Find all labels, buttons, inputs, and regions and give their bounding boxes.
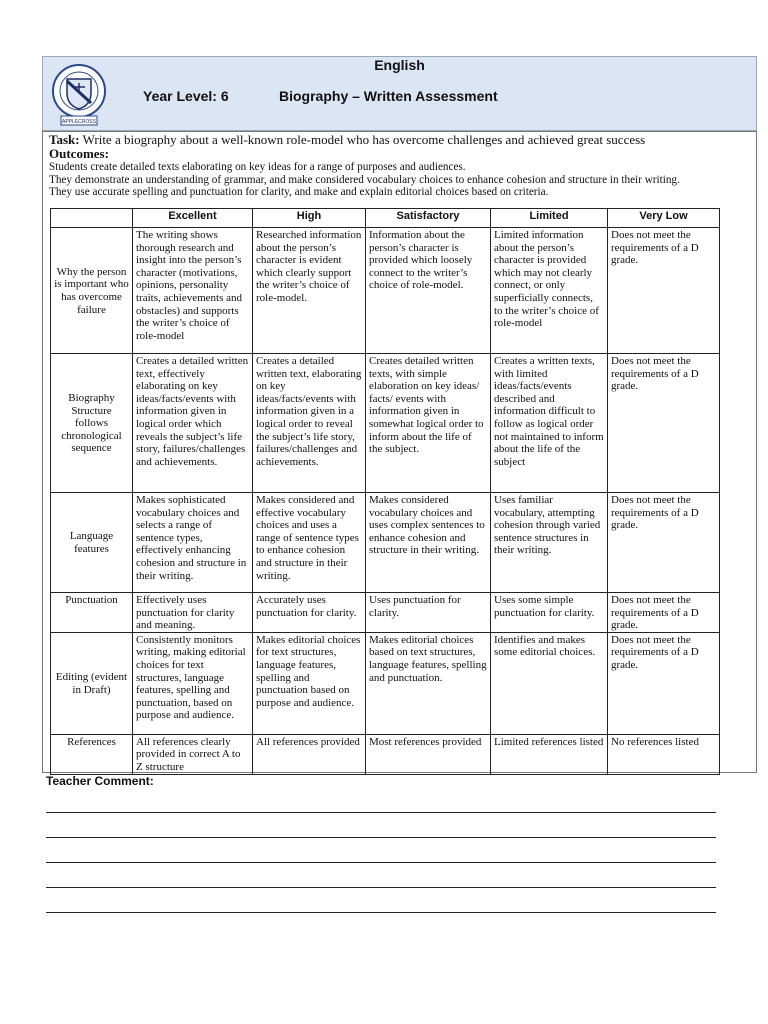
cell-excellent: All references clearly provided in correct A to Z structure [133,734,253,774]
cell-very-low: Does not meet the requirements of a D grade. [608,632,720,734]
cell-satisfactory: Makes considered vocabulary choices and uses complex sentences to enhance cohesion and structure in their writing. [366,493,491,593]
cell-limited: Uses some simple punctuation for clarity. [491,593,608,633]
cell-satisfactory: Makes editorial choices based on text structures, language features, spelling and punctuation. [366,632,491,734]
criterion-punctuation: Punctuation [51,593,133,633]
comment-line[interactable] [46,837,716,838]
criterion-structure: Biography Structure follows chronological sequence [51,354,133,493]
rubric-row [51,228,720,354]
rubric-row [51,493,720,593]
criterion-editing: Editing (evident in Draft) [51,632,133,734]
rubric-row [51,354,720,493]
header-very-low: Very Low [608,209,720,228]
comment-line[interactable] [46,912,716,913]
cell-high: Accurately uses punctuation for clarity. [253,593,366,633]
task-label: Task: [49,132,80,147]
crest-motto: APPLECROSS [62,119,96,125]
assessment-title: Biography – Written Assessment [279,88,498,104]
cell-high: All references provided [253,734,366,774]
comment-line[interactable] [46,862,716,863]
cell-high: Researched information about the person’s character is evident which clearly support the writer’s choice of role-model. [253,228,366,354]
cell-excellent: Creates a detailed written text, effectively elaborating on key ideas/facts/events with information given in logical order which reveals the subject’s life story, failures/challenges and achievements. [133,354,253,493]
cell-very-low: Does not meet the requirements of a D grade. [608,354,720,493]
cell-very-low: Does not meet the requirements of a D grade. [608,493,720,593]
rubric-header-row [51,209,720,228]
cell-limited: Uses familiar vocabulary, attempting cohesion through varied sentence structures in their writing. [491,493,608,593]
cell-high: Creates a detailed written text, elaborating on key ideas/facts/events with information given in a logical order to reveal the subject’s life story, failures/challenges and achievements. [253,354,366,493]
cell-high: Makes considered and effective vocabulary choices and uses a range of sentence types to enhance cohesion and structure in their writing. [253,493,366,593]
cell-high: Makes editorial choices for text structures, language features, spelling and punctuation based on purpose and audience. [253,632,366,734]
criterion-references: References [51,734,133,774]
cell-excellent: Effectively uses punctuation for clarity and meaning. [133,593,253,633]
cell-limited: Identifies and makes some editorial choices. [491,632,608,734]
cell-limited: Creates a written texts, with limited ideas/facts/events described and information difficult to follow as logical order not maintained to inform about the life of the subject [491,354,608,493]
task-text: Write a biography about a well-known role-model who has overcome challenges and achieved great success [79,132,646,147]
cell-satisfactory: Uses punctuation for clarity. [366,593,491,633]
outcome-line: They use accurate spelling and punctuation for clarity, and make and explain editorial choices based on criteria. [49,186,549,198]
cell-limited: Limited information about the person’s character is provided which may not clearly connect, or only superficially connects, to the writer’s choice of role-model [491,228,608,354]
cell-excellent: The writing shows thorough research and insight into the person’s character (motivations, opinions, personality traits, achievements and obstacles) and supports the writer’s choice of role-model [133,228,253,354]
teacher-comment-label: Teacher Comment: [46,774,154,788]
cell-excellent: Consistently monitors writing, making editorial choices for text structures, language features, spelling and punctuation, based on purpose and audience. [133,632,253,734]
cell-satisfactory: Most references provided [366,734,491,774]
outcomes-list [49,161,680,199]
cell-satisfactory: Information about the person’s character is provided which loosely connect to the writer’s choice of role-model. [366,228,491,354]
subject-title: English [374,57,425,73]
cell-very-low: No references listed [608,734,720,774]
rubric-row [51,734,720,774]
criterion-language: Language features [51,493,133,593]
rubric-table [50,208,720,775]
cell-very-low: Does not meet the requirements of a D grade. [608,228,720,354]
outcomes-heading: Outcomes: [49,146,109,161]
criterion-importance: Why the person is important who has overcome failure [51,228,133,354]
outcome-line: Students create detailed texts elaborating on key ideas for a range of purposes and audiences. [49,161,466,173]
rubric-row [51,593,720,633]
cell-very-low: Does not meet the requirements of a D grade. [608,593,720,633]
header-high: High [253,209,366,228]
rubric-row [51,632,720,734]
cell-limited: Limited references listed [491,734,608,774]
outcome-line: They demonstrate an understanding of grammar, and make considered vocabulary choices to enhance cohesion and structure in their writing. [49,173,680,186]
comment-line[interactable] [46,887,716,888]
cell-satisfactory: Creates detailed written texts, with simple elaboration on key ideas/ facts/ events with information given in somewhat logical order to inform about the life of the subject. [366,354,491,493]
header-cell-blank [51,209,133,228]
header-excellent: Excellent [133,209,253,228]
cell-excellent: Makes sophisticated vocabulary choices and selects a range of sentence types, effectively enhancing cohesion and structure in their writing. [133,493,253,593]
header-satisfactory: Satisfactory [366,209,491,228]
year-level: Year Level: 6 [143,88,229,104]
header-limited: Limited [491,209,608,228]
task-statement [49,132,645,148]
document-header [42,56,757,131]
comment-line[interactable] [46,812,716,813]
